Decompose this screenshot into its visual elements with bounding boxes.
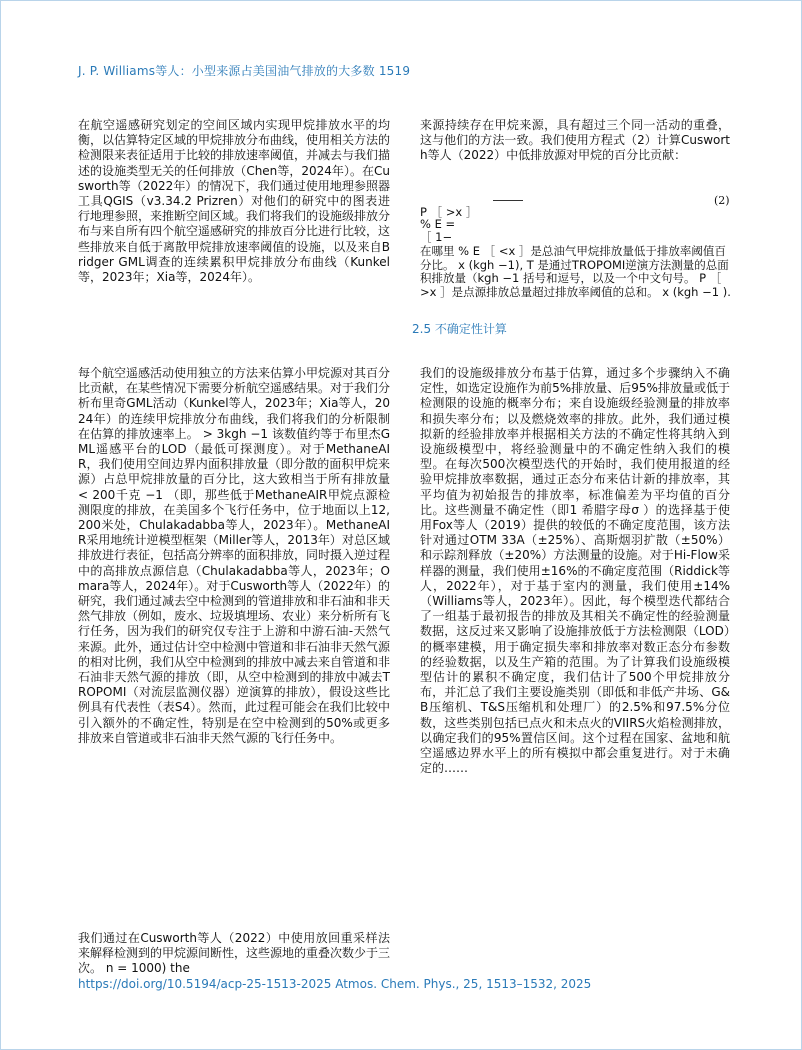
footer-citation[interactable]: https://doi.org/10.5194/acp-25-1513-2025 Atmos. Chem. Phys., 25, 1513–1532, 2025 — [78, 977, 592, 991]
equation-number: (2) — [714, 194, 730, 207]
right-paragraph-1: 来源持续存在甲烷来源，具有超过三个同一活动的重叠，这与他们的方法一致。我们使用方程式（2）计算Cusworth等人（2022）中低排放源对甲烷的百分比贡献： — [420, 118, 730, 163]
equation-fraction-bar — [493, 200, 523, 201]
equation-fragment: ［ 1− — [420, 230, 453, 244]
left-paragraph-3: 我们通过在Cusworth等人（2022）中使用放回重采样法来解释检测到的甲烷源间断性，这些源地的重叠次数少于三次。 n = 1000) the — [78, 931, 391, 976]
left-paragraph-1: 在航空遥感研究划定的空间区域内实现甲烷排放水平的均衡，以估算特定区域的甲烷排放分布曲线，使用相关方法的检测限来表征适用于比较的排放速率阈值，并减去与我们描述的设施类型无关的任何排放（Chen等，2024年）。在Cusworth等（2022年）的情况下，我们通过使用地理参照器工具QGIS（v3.34.2 Prizren）对他们的研究中的图表进行地理参照，来推断空间区域。我们将我们的设施级排放分布与来自所有四个航空遥感研究的排放百分比进行比较，这些排放来自低于离散甲烷排放速率阈值的设施，以及来自Bridger GML调查的连续累积甲烷排放分布曲线（Kunkel等，2023年；Xia等，2024年）。 — [78, 118, 391, 285]
left-paragraph-2: 每个航空遥感活动使用独立的方法来估算小甲烷源对其百分比贡献，在某些情况下需要分析航空遥感结果。对于我们分析布里奇GML活动（Kunkel等人，2023年；Xia等人，2024年）的连续甲烷排放分布曲线，我们将我们的分析限制在估算的排放速率上。 > 3kgh −1 该数值约等于布里杰GML遥感平台的LOD（最低可探测度）。对于MethaneAIR，我们使用空间边界内面积排放量（即分散的面积甲烷来源）占总甲烷排放量的百分比，这大致相当于所有排放量 < 200千克 −1 （即，那些低于MethaneAIR甲烷点源检测限度的排放，在美国多个飞行任务中，位于地面以上12,200米处，Chulakadabba等人，2023年）。MethaneAIR采用地统计逆模型框架（Miller等人，2013年）对总区域排放进行表征，包括高分辨率的面积排放，同时摄入逆过程中的高排放点源信息（Chulakadabba等人，2023年；Omara等人，2024年）。对于Cusworth等人（2022年）的研究，我们通过减去空中检测到的管道排放和非石油和非天然气排放（例如，废水、垃圾填埋场、农业）来分析所有飞行任务，因为我们的研究仅专注于上游和中游石油-天然气来源。此外，通过估计空中检测中管道和非石油非天然气源的相对比例，我们从空中检测到的排放中减去来自管道和非石油非天然气源的排放（即，从空中检测到的排放中减去TROPOMI（对流层监测仪器）逆演算的排放），假设这些比例具有代表性（表S4）。然而，此过程可能会在我们比较中引入额外的不确定性，特别是在空中检测到的50%或更多排放来自管道或非石油非天然气源的飞行任务中。 — [78, 366, 391, 745]
equation-fragment: P ［ >x ］ — [420, 205, 478, 219]
right-paragraph-2: 我们的设施级排放分布基于估算，通过多个步骤纳入不确定性，如选定设施作为前5%排放量、后95%排放量或低于检测限的设施的概率分布；来自设施级经验测量的排放率和损失率分布；以及燃烧效率的排放。此外，我们通过模拟新的经验排放率并根据相关方法的不确定性将其纳入到设施级模型中，将经验测量中的不确定性纳入我们的模型。在每次500次模型迭代的开始时，我们使用报道的经验甲烷排放率数据，通过正态分布来估计新的排放率，其平均值为初始报告的排放率，标准偏差为平均值的百分比。这些测量不确定性（即1 希腊字母σ ）的选择基于使用Fox等人（2019）提供的较低的不确定度范围，该方法针对通过OTM 33A（±25%）、高斯烟羽扩散（±50%）和示踪剂释放（±20%）方法测量的设施。对于Hi-Flow采样器的测量，我们使用±16%的不确定度范围（Riddick等人，2022年），对于基于室内的测量，我们使用±14%（Williams等人，2023年）。因此，每个模型迭代都结合了一组基于最初报告的排放及其相关不确定性的经验测量数据，这反过来又影响了设施排放低于方法检测限（LOD）的概率建模，用于确定损失率和排放率对数正态分布参数的经验数据，以及生产箱的范围。为了计算我们设施级模型估计的累积不确定度，我们估计了500个甲烷排放分布，并汇总了我们主要设施类别（即低和非低产井场、G&B压缩机、T&S压缩机和处理厂）的2.5%和97.5%分位数，这些类别包括已点火和未点火的VIIRS火焰检测排放，以确定我们的95%置信区间。这个过程在国家、盆地和航空遥感边界水平上的所有模拟中都会重复进行。对于未确定的…… — [420, 366, 730, 776]
section-heading: 2.5 不确定性计算 — [412, 322, 507, 336]
equation-fragment: % E = — [420, 217, 456, 231]
running-header: J. P. Williams等人：小型来源占美国油气排放的大多数 1519 — [78, 64, 411, 78]
equation-definitions: 在哪里 % E ［ <x ］是总油气甲烷排放量低于排放率阈值百分比。 x (kgh −1), T 是通过TROPOMI逆演方法测量的总面积排放量（kgh −1 括号和逗号，以及一个中文句号。 P ［ >x ］是点源排放总量超过排放率阈值的总和。 x (kgh −1 ). — [420, 244, 731, 299]
